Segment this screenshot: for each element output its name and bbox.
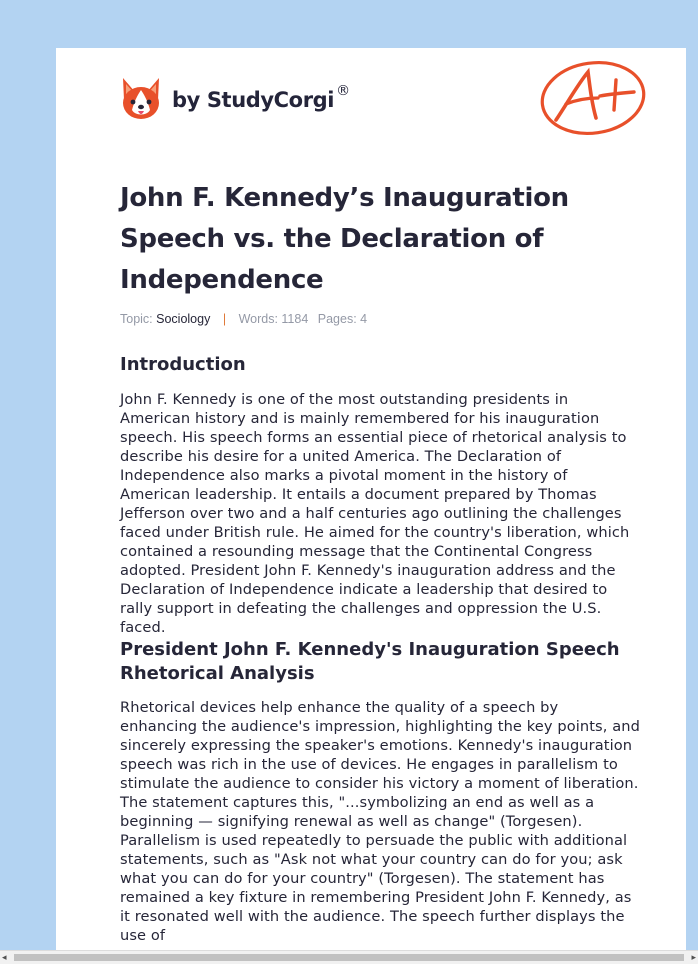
scroll-right-icon[interactable]: ▸ (691, 953, 696, 963)
document-page (56, 48, 686, 964)
a-plus-grade-icon (538, 58, 650, 140)
section-heading-introduction: Introduction (120, 354, 246, 375)
section-paragraph-introduction: John F. Kennedy is one of the most outstanding presidents in American history and is mainly remembered for his inauguration speech. His speech forms an essential piece of rhetorical analysis to describe his desire for a united America. The Declaration of Independence also marks a pivotal moment in the history of American leadership. It entails a document prepared by Thomas Jefferson over two and a half centuries ago outlining the challenges faced under British rule. He aimed for the country's liberation, which contained a resounding message that the Continental Congress adopted. President John F. Kennedy's inauguration address and the Declaration of Independence indicate a leadership that desired to rally support in defeating the challenges and oppression the U.S. faced. (120, 391, 630, 636)
scroll-left-icon[interactable]: ◂ (2, 953, 7, 963)
meta-separator: | (222, 312, 227, 326)
essay-meta (120, 312, 367, 326)
scrollbar-thumb[interactable] (14, 954, 684, 961)
essay-body (120, 353, 640, 945)
studycorgi-logo[interactable] (120, 76, 350, 122)
topic-link[interactable]: Sociology (156, 312, 211, 326)
section-heading-rhetorical-analysis: President John F. Kennedy's Inauguration Speech Rhetorical Analysis (120, 639, 620, 684)
horizontal-scrollbar[interactable] (0, 950, 698, 964)
word-count: Words: 1184 (238, 312, 309, 326)
topic-label: Topic: (120, 312, 153, 326)
page-count: Pages: 4 (317, 312, 368, 326)
brand-name: by StudyCorgi ® (172, 82, 350, 112)
essay-title: John F. Kennedy’s Inauguration Speech vs. the Declaration of Independence (120, 183, 569, 295)
section-paragraph-rhetorical-analysis: Rhetorical devices help enhance the quality of a speech by enhancing the audience's impression, highlighting the key points, and sincerely expressing the speaker's emotions. Kennedy's inauguration speech was rich in the use of devices. He engages in parallelism to stimulate the audience to consider his victory a moment of liberation. The statement captures this, "...symbolizing an end as well as a beginning — signifying renewal as well as change" (Torgesen). Parallelism is used repeatedly to persuade the public with additional statements, such as "Ask not what your country can do for you; ask what you can do for your country" (Torgesen). The statement has remained a key fixture in remembering President John F. Kennedy, as it resonated well with the audience. The speech further displays the use of (120, 699, 640, 944)
corgi-icon (120, 76, 162, 122)
